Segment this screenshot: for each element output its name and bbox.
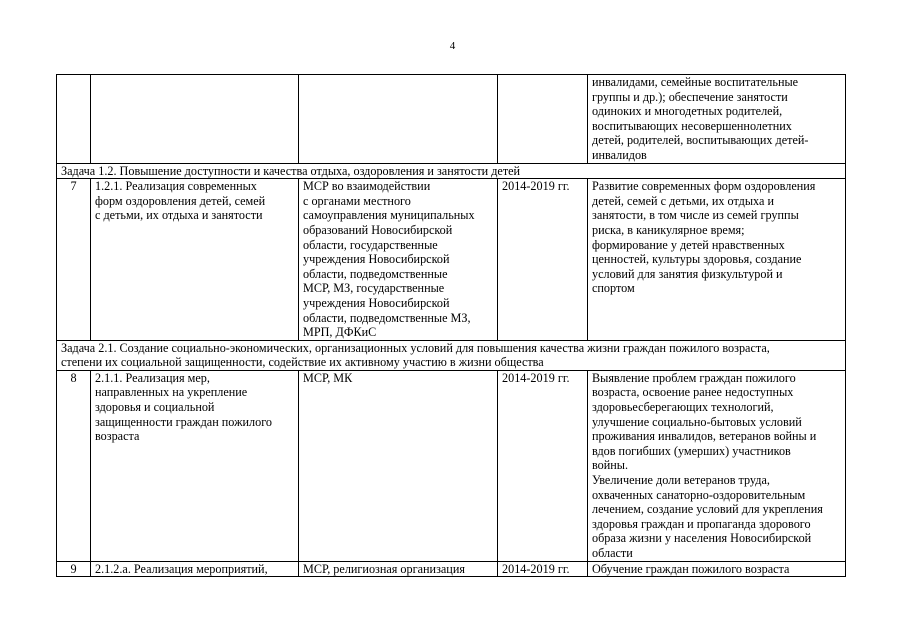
executors-cell: МСР, религиозная организация xyxy=(299,561,498,577)
table-row xyxy=(57,370,846,561)
period-cell: 2014-2019 гг. xyxy=(498,561,588,577)
period-cell: 2014-2019 гг. xyxy=(498,179,588,341)
measures-table xyxy=(56,74,846,577)
result-cell: Выявление проблем граждан пожилого возраста, освоение ранее недоступных здоровьесберегающих технологий, улучшение социально-бытовых условий проживания инвалидов, ветеранов войны и вдов погибших (умерших) участников войны. Увеличение доли ветеранов труда, охваченных санаторно-оздоровительным лечением, создание условий для укрепления здоровья граждан и пропаганда здорового образа жизни у населения Новосибирской области xyxy=(588,370,846,561)
row-number: 7 xyxy=(57,179,91,341)
result-cell: Развитие современных форм оздоровления детей, семей с детьми, их отдыха и занятости, в том числе из семей группы риска, в каникулярное время; формирование у детей нравственных ценностей, культуры здоровья, создание условий для занятия физкультурой и спортом xyxy=(588,179,846,341)
section-heading: Задача 1.2. Повышение доступности и качества отдыха, оздоровления и занятости детей xyxy=(57,163,846,179)
measure-cell xyxy=(91,75,299,164)
measure-cell: 2.1.2.а. Реализация мероприятий, xyxy=(91,561,299,577)
row-number: 8 xyxy=(57,370,91,561)
section-row xyxy=(57,163,846,179)
table-row xyxy=(57,75,846,164)
section-heading: Задача 2.1. Создание социально-экономических, организационных условий для повышения качества жизни граждан пожилого возраста, степени их социальной защищенности, содействие их активному участию в жизни общества xyxy=(57,340,846,370)
period-cell: 2014-2019 гг. xyxy=(498,370,588,561)
section-row xyxy=(57,340,846,370)
measure-cell: 1.2.1. Реализация современных форм оздоровления детей, семей с детьми, их отдыха и занятости xyxy=(91,179,299,341)
result-cell: инвалидами, семейные воспитательные группы и др.); обеспечение занятости одиноких и многодетных родителей, воспитывающих несовершеннолетних детей, родителей, воспитывающих детей- инвалидов xyxy=(588,75,846,164)
table-row xyxy=(57,179,846,341)
executors-cell: МСР, МК xyxy=(299,370,498,561)
row-number xyxy=(57,75,91,164)
period-cell xyxy=(498,75,588,164)
page-number: 4 xyxy=(449,40,456,52)
executors-cell xyxy=(299,75,498,164)
row-number: 9 xyxy=(57,561,91,577)
executors-cell: МСР во взаимодействии с органами местного самоуправления муниципальных образований Новосибирской области, государственные учреждения Новосибирской области, подведомственные МСР, МЗ, государственные учреждения Новосибирской области, подведомственные МЗ, МРП, ДФКиС xyxy=(299,179,498,341)
result-cell: Обучение граждан пожилого возраста xyxy=(588,561,846,577)
table-row xyxy=(57,561,846,577)
measure-cell: 2.1.1. Реализация мер, направленных на укрепление здоровья и социальной защищенности граждан пожилого возраста xyxy=(91,370,299,561)
